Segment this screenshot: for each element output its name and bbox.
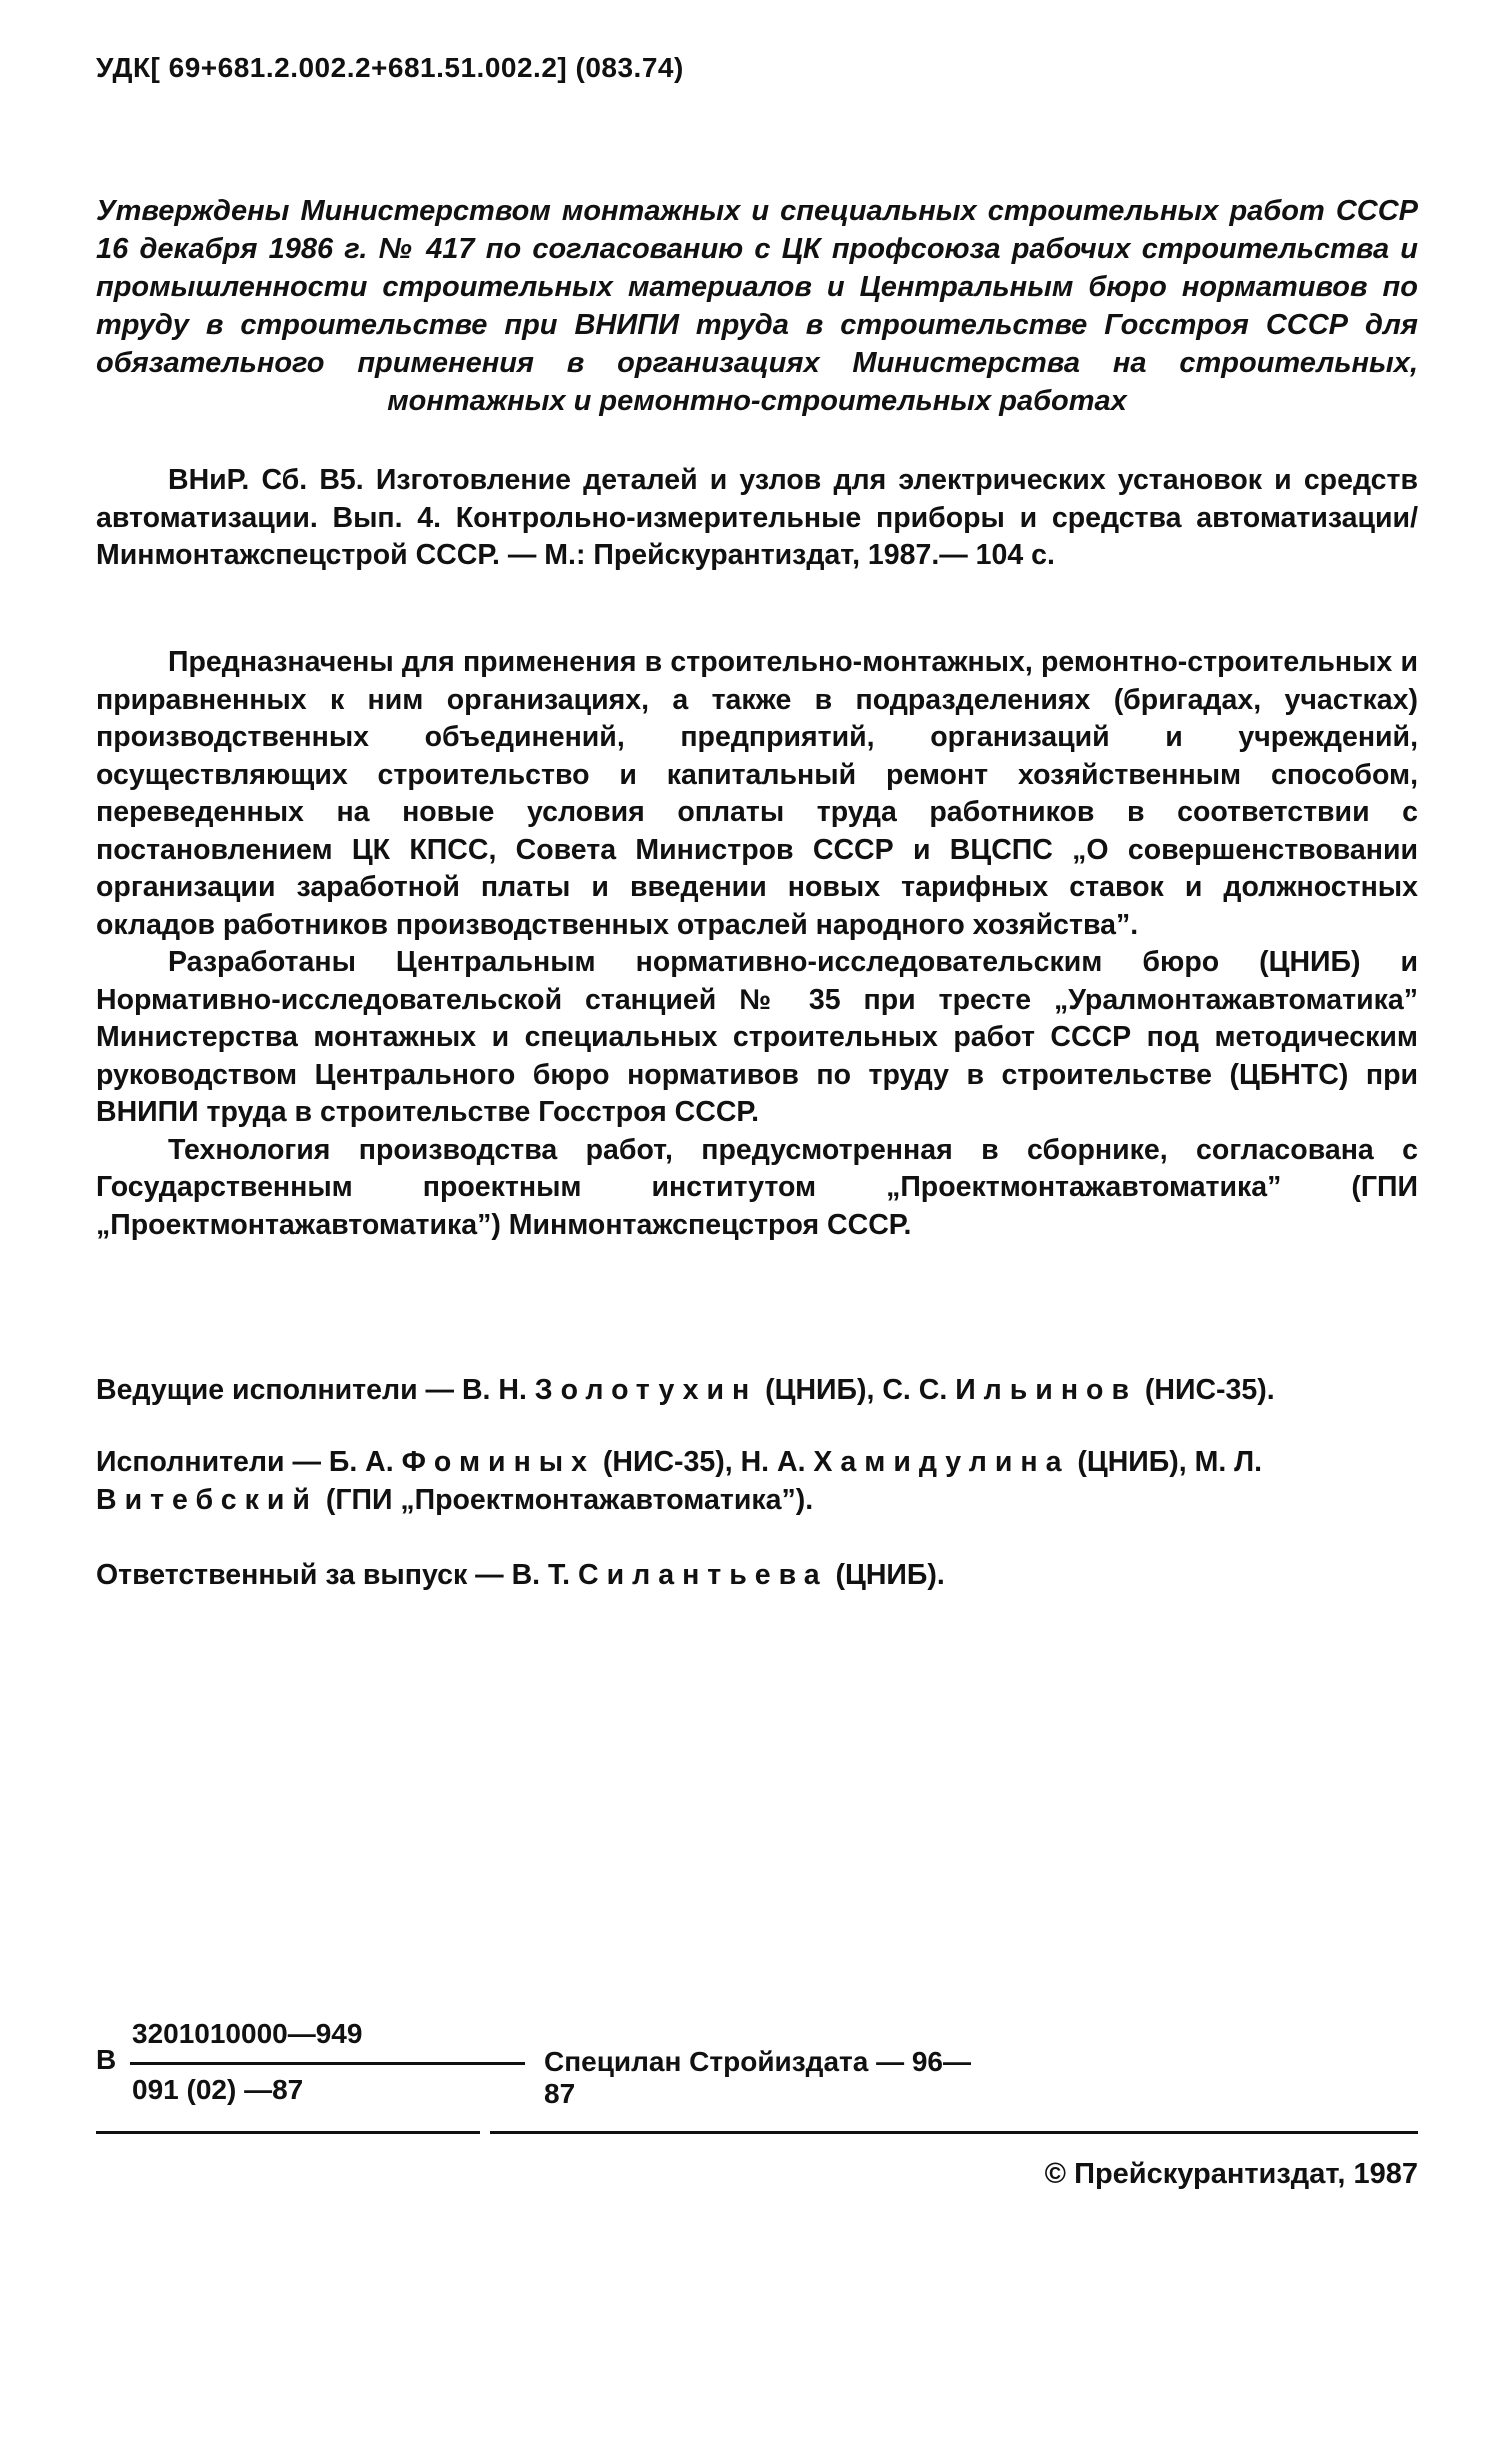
lead-executors-label: Ведущие исполнители — xyxy=(96,1374,462,1406)
responsible-surname: Силантьева xyxy=(578,1559,828,1591)
bibliographic-entry: ВНиР. Сб. В5. Изготовление деталей и узлов для электрических установок и средств автоматизации. Вып. 4. Контрольно-измерительные приборы и средства автоматизации/Минмонтажспецстрой СССР. — М.: Прейскурантиздат, 1987.— 104 с. xyxy=(96,464,1418,571)
annotation-body xyxy=(96,644,1418,1244)
executor-1-surname: Фоминых xyxy=(401,1446,595,1478)
imprint-fraction-bar xyxy=(130,2062,525,2065)
annotation-paragraph-developers: Разработаны Центральным нормативно-исследовательским бюро (ЦНИБ) и Нормативно-исследовательской станцией № 35 при тресте „Уралмонтажавтоматика” Министерства монтажных и специальных строительных работ СССР под методическим руководством Центрального бюро нормативов по труду в строительстве (ЦБНТС) при ВНИПИ труда в строительстве Госстроя СССР. xyxy=(96,946,1418,1128)
responsible-line xyxy=(96,1556,1426,1594)
executor-3-org: (ГПИ „Проектмонтажавтоматика”). xyxy=(317,1484,814,1516)
lead-executor-2-initials: С. С. xyxy=(882,1374,956,1406)
executor-3-initials: М. Л. xyxy=(1194,1446,1263,1478)
publication-imprint xyxy=(96,2018,996,2110)
responsible-label: Ответственный за выпуск — xyxy=(96,1559,512,1591)
lead-executor-1-initials: В. Н. xyxy=(461,1374,535,1406)
lead-executor-1-surname: Золотухин xyxy=(534,1374,758,1406)
udk-code: УДК[ 69+681.2.002.2+681.51.002.2] (083.74) xyxy=(96,52,684,83)
executors-block xyxy=(96,1443,1426,1519)
lead-executor-1-org: (ЦНИБ), xyxy=(757,1374,883,1406)
executor-1-initials: Б. А. xyxy=(328,1446,402,1478)
approval-note: Утверждены Министерством монтажных и специальных строительных работ СССР 16 декабря 1986 г. № 417 по согласованию с ЦК профсоюза рабочих строительства и промышленности строительных материалов и Центральным бюро нормативов по труду в строительстве при ВНИПИ труда в строительстве Госстроя СССР для обязательного применения в организациях Министерства на строительных, монтажных и ремонтно-строительных работах xyxy=(96,195,1418,417)
copyright-notice: © Прейскурантиздат, 1987 xyxy=(1044,2158,1418,2190)
imprint-plan: Специлан Стройиздата — 96—87 xyxy=(544,2046,971,2109)
executors-label: Исполнители — xyxy=(96,1446,329,1478)
executor-2-initials: Н. А. xyxy=(740,1446,814,1478)
lead-executors-line xyxy=(96,1371,1426,1409)
responsible-org: (ЦНИБ). xyxy=(827,1559,945,1591)
executor-2-org: (ЦНИБ), xyxy=(1069,1446,1195,1478)
divider-rule-left xyxy=(96,2131,480,2134)
executor-3-surname: Витебский xyxy=(96,1484,318,1516)
imprint-index-numerator: 3201010000—949 xyxy=(132,2018,363,2049)
imprint-index-denominator: 091 (02) —87 xyxy=(132,2074,304,2105)
executor-2-surname: Хамидулина xyxy=(813,1446,1070,1478)
imprint-letter: В xyxy=(96,2044,117,2075)
annotation-paragraph-purpose: Предназначены для применения в строительно-монтажных, ремонтно-строительных и приравненных к ним организациях, а также в подразделениях (бригадах, участках) производственных объединений, предприятий, организаций и учреждений, осуществляющих строительство и капитальный ремонт хозяйственным способом, переведенных на новые условия оплаты труда работников в соответствии с постановлением ЦК КПСС, Совета Министров СССР и ВЦСПС „О совершенствовании организации заработной платы и введении новых тарифных ставок и должностных окладов работников производственных отраслей народного хозяйства”. xyxy=(96,646,1418,941)
divider-rule-right xyxy=(490,2131,1418,2134)
executor-1-org: (НИС-35), xyxy=(594,1446,741,1478)
responsible-initials: В. Т. xyxy=(511,1559,579,1591)
lead-executor-2-org: (НИС-35). xyxy=(1136,1374,1275,1406)
lead-executor-2-surname: Ильинов xyxy=(955,1374,1137,1406)
annotation-paragraph-technology: Технология производства работ, предусмотренная в сборнике, согласована с Государственным проектным институтом „Проектмонтажавтоматика” (ГПИ „Проектмонтажавтоматика”) Минмонтажспецстроя СССР. xyxy=(96,1133,1418,1241)
